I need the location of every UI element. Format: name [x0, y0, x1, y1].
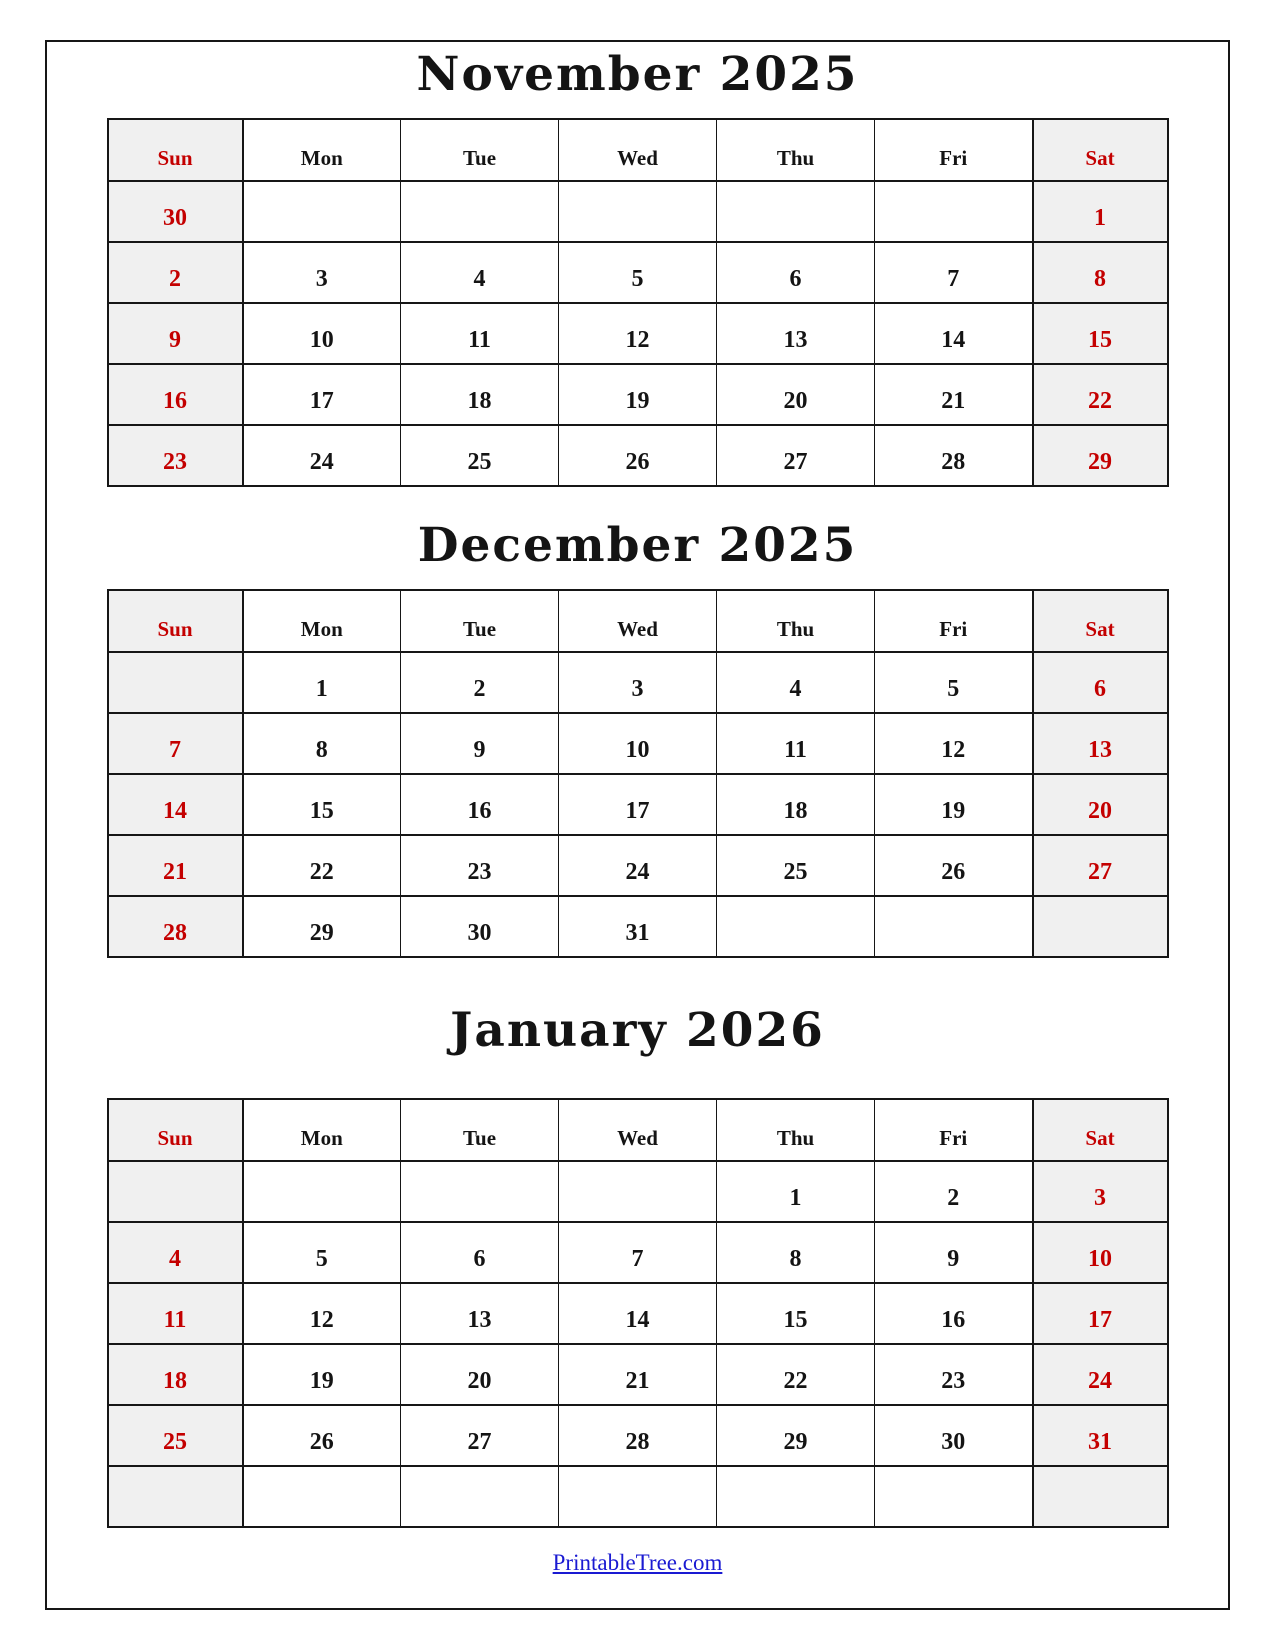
weekday-header-thu: Thu: [717, 119, 875, 181]
weekday-header-row: [108, 119, 1168, 181]
day-cell: 14: [559, 1283, 717, 1344]
day-cell: 22: [1033, 364, 1168, 425]
day-cell: 5: [243, 1222, 401, 1283]
month-title-january: January 2026: [450, 1003, 825, 1059]
week-row: [108, 364, 1168, 425]
day-cell: 17: [243, 364, 401, 425]
day-cell: 28: [559, 1405, 717, 1466]
week-row: [108, 652, 1168, 713]
day-cell: 1: [1033, 181, 1168, 242]
day-cell: 3: [559, 652, 717, 713]
day-cell: 14: [875, 303, 1033, 364]
day-cell: 11: [108, 1283, 243, 1344]
day-cell: 18: [401, 364, 559, 425]
day-cell: 4: [108, 1222, 243, 1283]
weekday-header-fri: Fri: [875, 590, 1033, 652]
day-cell: 24: [243, 425, 401, 486]
day-cell: 19: [243, 1344, 401, 1405]
week-row: [108, 896, 1168, 957]
weekday-header-sun: Sun: [108, 590, 243, 652]
week-row: [108, 713, 1168, 774]
day-cell: 9: [401, 713, 559, 774]
day-cell: 9: [875, 1222, 1033, 1283]
day-cell: 25: [108, 1405, 243, 1466]
calendar-table-january: [107, 1098, 1169, 1528]
footer-link[interactable]: PrintableTree.com: [552, 1550, 723, 1576]
day-cell: 24: [1033, 1344, 1168, 1405]
day-cell: 4: [717, 652, 875, 713]
day-cell: 19: [875, 774, 1033, 835]
day-cell: 28: [875, 425, 1033, 486]
day-cell: 21: [875, 364, 1033, 425]
day-cell: 17: [559, 774, 717, 835]
day-cell: 10: [243, 303, 401, 364]
week-row: [108, 774, 1168, 835]
day-cell: 12: [243, 1283, 401, 1344]
day-cell: [108, 652, 243, 713]
day-cell: [875, 181, 1033, 242]
weekday-header-fri: Fri: [875, 119, 1033, 181]
day-cell: 10: [1033, 1222, 1168, 1283]
week-row: [108, 242, 1168, 303]
day-cell: 30: [875, 1405, 1033, 1466]
day-cell: 29: [243, 896, 401, 957]
weekday-header-wed: Wed: [559, 119, 717, 181]
day-cell: 2: [875, 1161, 1033, 1222]
day-cell: 21: [559, 1344, 717, 1405]
day-cell: 26: [243, 1405, 401, 1466]
day-cell: 26: [875, 835, 1033, 896]
day-cell: 18: [717, 774, 875, 835]
week-row: [108, 425, 1168, 486]
empty-day-cell: [243, 1466, 401, 1527]
day-cell: 24: [559, 835, 717, 896]
calendar-page: [45, 40, 1230, 1610]
day-cell: 8: [1033, 242, 1168, 303]
day-cell: 2: [401, 652, 559, 713]
day-cell: 3: [243, 242, 401, 303]
day-cell: [1033, 896, 1168, 957]
day-cell: 7: [559, 1222, 717, 1283]
weekday-header-sat: Sat: [1033, 119, 1168, 181]
weekday-header-sun: Sun: [108, 119, 243, 181]
week-row: [108, 1283, 1168, 1344]
weekday-header-wed: Wed: [559, 1099, 717, 1161]
day-cell: 11: [717, 713, 875, 774]
day-cell: 25: [401, 425, 559, 486]
day-cell: 14: [108, 774, 243, 835]
day-cell: 20: [401, 1344, 559, 1405]
day-cell: 29: [1033, 425, 1168, 486]
day-cell: [401, 1161, 559, 1222]
week-row: [108, 303, 1168, 364]
weekday-header-thu: Thu: [717, 590, 875, 652]
weekday-header-thu: Thu: [717, 1099, 875, 1161]
day-cell: 13: [1033, 713, 1168, 774]
day-cell: 19: [559, 364, 717, 425]
weekday-header-sat: Sat: [1033, 1099, 1168, 1161]
empty-day-cell: [559, 1466, 717, 1527]
day-cell: 12: [559, 303, 717, 364]
day-cell: 28: [108, 896, 243, 957]
week-row: [108, 1344, 1168, 1405]
weekday-header-mon: Mon: [243, 119, 401, 181]
day-cell: 15: [717, 1283, 875, 1344]
day-cell: 29: [717, 1405, 875, 1466]
empty-day-cell: [401, 1466, 559, 1527]
weekday-header-wed: Wed: [559, 590, 717, 652]
day-cell: 23: [875, 1344, 1033, 1405]
day-cell: 22: [243, 835, 401, 896]
day-cell: [559, 1161, 717, 1222]
month-title-december: December 2025: [417, 518, 858, 574]
day-cell: 31: [559, 896, 717, 957]
day-cell: [875, 896, 1033, 957]
day-cell: 22: [717, 1344, 875, 1405]
day-cell: 6: [717, 242, 875, 303]
weekday-header-tue: Tue: [401, 1099, 559, 1161]
day-cell: 7: [875, 242, 1033, 303]
day-cell: 30: [401, 896, 559, 957]
day-cell: 8: [243, 713, 401, 774]
day-cell: 15: [1033, 303, 1168, 364]
day-cell: 20: [1033, 774, 1168, 835]
weekday-header-tue: Tue: [401, 119, 559, 181]
day-cell: 2: [108, 242, 243, 303]
calendar-table-december: [107, 589, 1169, 958]
day-cell: [559, 181, 717, 242]
day-cell: [108, 1161, 243, 1222]
weekday-header-tue: Tue: [401, 590, 559, 652]
day-cell: 27: [717, 425, 875, 486]
day-cell: [401, 181, 559, 242]
empty-day-cell: [717, 1466, 875, 1527]
day-cell: 21: [108, 835, 243, 896]
week-row: [108, 835, 1168, 896]
day-cell: 13: [401, 1283, 559, 1344]
empty-day-cell: [108, 1466, 243, 1527]
day-cell: 12: [875, 713, 1033, 774]
weekday-header-mon: Mon: [243, 590, 401, 652]
day-cell: 17: [1033, 1283, 1168, 1344]
weekday-header-row: [108, 1099, 1168, 1161]
day-cell: 25: [717, 835, 875, 896]
day-cell: 15: [243, 774, 401, 835]
day-cell: 26: [559, 425, 717, 486]
week-row: [108, 1466, 1168, 1527]
day-cell: 27: [1033, 835, 1168, 896]
week-row: [108, 1161, 1168, 1222]
day-cell: 31: [1033, 1405, 1168, 1466]
day-cell: 6: [1033, 652, 1168, 713]
day-cell: 1: [243, 652, 401, 713]
day-cell: 10: [559, 713, 717, 774]
day-cell: 11: [401, 303, 559, 364]
day-cell: 18: [108, 1344, 243, 1405]
day-cell: 8: [717, 1222, 875, 1283]
footer: [45, 1550, 1230, 1576]
weekday-header-sat: Sat: [1033, 590, 1168, 652]
weekday-header-mon: Mon: [243, 1099, 401, 1161]
calendar-table-november: [107, 118, 1169, 487]
day-cell: 1: [717, 1161, 875, 1222]
week-row: [108, 1405, 1168, 1466]
day-cell: 4: [401, 242, 559, 303]
day-cell: 16: [108, 364, 243, 425]
weekday-header-fri: Fri: [875, 1099, 1033, 1161]
day-cell: 9: [108, 303, 243, 364]
day-cell: [243, 1161, 401, 1222]
day-cell: 27: [401, 1405, 559, 1466]
day-cell: 30: [108, 181, 243, 242]
day-cell: 23: [108, 425, 243, 486]
day-cell: 16: [401, 774, 559, 835]
empty-day-cell: [875, 1466, 1033, 1527]
day-cell: 3: [1033, 1161, 1168, 1222]
day-cell: 5: [875, 652, 1033, 713]
weekday-header-sun: Sun: [108, 1099, 243, 1161]
day-cell: [717, 181, 875, 242]
day-cell: 20: [717, 364, 875, 425]
week-row: [108, 181, 1168, 242]
day-cell: 5: [559, 242, 717, 303]
day-cell: 13: [717, 303, 875, 364]
day-cell: 23: [401, 835, 559, 896]
month-title-november: November 2025: [416, 47, 859, 102]
day-cell: [717, 896, 875, 957]
week-row: [108, 1222, 1168, 1283]
weekday-header-row: [108, 590, 1168, 652]
day-cell: 7: [108, 713, 243, 774]
day-cell: 16: [875, 1283, 1033, 1344]
empty-day-cell: [1033, 1466, 1168, 1527]
day-cell: 6: [401, 1222, 559, 1283]
day-cell: [243, 181, 401, 242]
